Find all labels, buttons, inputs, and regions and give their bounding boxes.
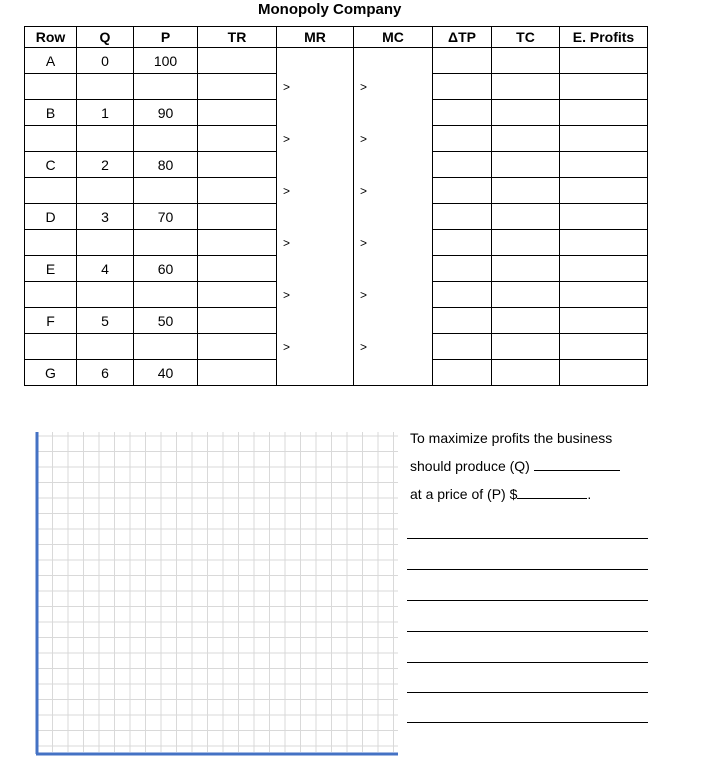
tr-cell[interactable] [198, 100, 277, 126]
table-row [25, 256, 648, 282]
tr-cell[interactable] [198, 308, 277, 334]
mr-cell[interactable] [277, 100, 354, 126]
blank-cell[interactable] [25, 230, 77, 256]
between-cell[interactable] [198, 74, 277, 100]
tc-cell[interactable] [492, 48, 560, 74]
tr-cell[interactable] [198, 152, 277, 178]
row-label-cell: B [25, 100, 77, 126]
mr-interval-mark[interactable]: > [277, 178, 354, 204]
mc-interval-mark[interactable]: > [354, 178, 433, 204]
between-row [25, 74, 648, 100]
between-cell[interactable] [433, 74, 492, 100]
mc-interval-mark[interactable]: > [354, 74, 433, 100]
writing-line[interactable] [407, 662, 648, 663]
delta-tp-cell[interactable] [433, 308, 492, 334]
between-row [25, 334, 648, 360]
tc-cell[interactable] [492, 152, 560, 178]
blank-cell[interactable] [25, 334, 77, 360]
q-answer-blank[interactable] [534, 456, 620, 471]
header-tr: TR [198, 27, 277, 48]
tr-cell[interactable] [198, 256, 277, 282]
blank-cell[interactable] [77, 74, 134, 100]
writing-line[interactable] [407, 600, 648, 601]
between-cell[interactable] [560, 334, 648, 360]
between-cell[interactable] [198, 126, 277, 152]
mr-interval-mark[interactable]: > [277, 74, 354, 100]
e-profits-cell[interactable] [560, 204, 648, 230]
writing-line[interactable] [407, 631, 648, 632]
answer-period: . [587, 486, 592, 502]
q-cell: 4 [77, 256, 134, 282]
table-row [25, 308, 648, 334]
header-e-profits: E. Profits [560, 27, 648, 48]
mc-interval-mark[interactable]: > [354, 334, 433, 360]
between-cell[interactable] [433, 126, 492, 152]
p-cell: 100 [134, 48, 198, 74]
q-cell: 2 [77, 152, 134, 178]
table-row [25, 100, 648, 126]
between-cell[interactable] [198, 230, 277, 256]
mr-cell[interactable] [277, 204, 354, 230]
answer-p-label: at a price of (P) $ [410, 486, 518, 502]
answer-q-label: should produce (Q) [410, 458, 530, 474]
e-profits-cell[interactable] [560, 48, 648, 74]
row-label-cell: A [25, 48, 77, 74]
mc-interval-mark[interactable]: > [354, 126, 433, 152]
between-cell[interactable] [492, 334, 560, 360]
mc-cell[interactable] [354, 100, 433, 126]
between-cell[interactable] [560, 74, 648, 100]
tc-cell[interactable] [492, 360, 560, 386]
header-row [25, 27, 648, 48]
p-cell: 70 [134, 204, 198, 230]
between-cell[interactable] [560, 178, 648, 204]
q-cell: 0 [77, 48, 134, 74]
p-cell: 50 [134, 308, 198, 334]
monopoly-table [24, 26, 648, 386]
q-cell: 1 [77, 100, 134, 126]
page-title: Monopoly Company [258, 1, 402, 18]
e-profits-cell[interactable] [560, 308, 648, 334]
answer-block [410, 424, 650, 508]
between-cell[interactable] [560, 282, 648, 308]
blank-cell[interactable] [77, 230, 134, 256]
mr-cell[interactable] [277, 152, 354, 178]
p-cell: 80 [134, 152, 198, 178]
between-cell[interactable] [433, 334, 492, 360]
tr-cell[interactable] [198, 204, 277, 230]
e-profits-cell[interactable] [560, 100, 648, 126]
delta-tp-cell[interactable] [433, 360, 492, 386]
delta-tp-cell[interactable] [433, 204, 492, 230]
tc-cell[interactable] [492, 308, 560, 334]
table-row [25, 152, 648, 178]
mr-interval-mark[interactable]: > [277, 282, 354, 308]
q-cell: 6 [77, 360, 134, 386]
mr-cell[interactable] [277, 308, 354, 334]
mr-cell[interactable] [277, 256, 354, 282]
mc-cell[interactable] [354, 152, 433, 178]
blank-cell[interactable] [134, 230, 198, 256]
header-tc: TC [492, 27, 560, 48]
p-answer-blank[interactable] [517, 484, 587, 499]
between-cell[interactable] [560, 230, 648, 256]
between-cell[interactable] [433, 282, 492, 308]
row-label-cell: C [25, 152, 77, 178]
blank-cell[interactable] [77, 334, 134, 360]
header-p: P [134, 27, 198, 48]
writing-line[interactable] [407, 538, 648, 539]
between-cell[interactable] [492, 282, 560, 308]
answer-line-2 [410, 452, 650, 480]
row-label-cell: E [25, 256, 77, 282]
answer-line-3 [410, 480, 650, 508]
e-profits-cell[interactable] [560, 360, 648, 386]
between-cell[interactable] [198, 282, 277, 308]
e-profits-cell[interactable] [560, 256, 648, 282]
blank-graph[interactable] [32, 432, 398, 756]
delta-tp-cell[interactable] [433, 256, 492, 282]
blank-cell[interactable] [25, 282, 77, 308]
header-mc: MC [354, 27, 433, 48]
blank-cell[interactable] [134, 126, 198, 152]
blank-cell[interactable] [77, 126, 134, 152]
between-row [25, 230, 648, 256]
header-mr: MR [277, 27, 354, 48]
between-row [25, 126, 648, 152]
row-label-cell: G [25, 360, 77, 386]
writing-line[interactable] [407, 692, 648, 693]
mc-cell[interactable] [354, 48, 433, 74]
between-cell[interactable] [492, 126, 560, 152]
table-row [25, 48, 648, 74]
mr-interval-mark[interactable]: > [277, 334, 354, 360]
between-cell[interactable] [433, 178, 492, 204]
blank-cell[interactable] [134, 282, 198, 308]
between-cell[interactable] [198, 334, 277, 360]
mc-cell[interactable] [354, 308, 433, 334]
e-profits-cell[interactable] [560, 152, 648, 178]
table-row [25, 360, 648, 386]
blank-cell[interactable] [134, 178, 198, 204]
blank-cell[interactable] [134, 74, 198, 100]
p-cell: 60 [134, 256, 198, 282]
q-cell: 3 [77, 204, 134, 230]
delta-tp-cell[interactable] [433, 152, 492, 178]
tc-cell[interactable] [492, 256, 560, 282]
blank-cell[interactable] [25, 74, 77, 100]
mr-cell[interactable] [277, 48, 354, 74]
tr-cell[interactable] [198, 48, 277, 74]
between-cell[interactable] [198, 178, 277, 204]
between-row [25, 178, 648, 204]
blank-cell[interactable] [25, 126, 77, 152]
row-label-cell: D [25, 204, 77, 230]
mc-cell[interactable] [354, 256, 433, 282]
q-cell: 5 [77, 308, 134, 334]
tc-cell[interactable] [492, 204, 560, 230]
answer-line-1: To maximize profits the business [410, 430, 613, 446]
between-cell[interactable] [492, 178, 560, 204]
header-q: Q [77, 27, 134, 48]
mc-cell[interactable] [354, 360, 433, 386]
p-cell: 40 [134, 360, 198, 386]
blank-cell[interactable] [77, 282, 134, 308]
mr-interval-mark[interactable]: > [277, 126, 354, 152]
delta-tp-cell[interactable] [433, 100, 492, 126]
between-cell[interactable] [433, 230, 492, 256]
header-row-label: Row [25, 27, 77, 48]
tc-cell[interactable] [492, 100, 560, 126]
blank-cell[interactable] [77, 178, 134, 204]
mc-interval-mark[interactable]: > [354, 230, 433, 256]
p-cell: 90 [134, 100, 198, 126]
between-cell[interactable] [560, 126, 648, 152]
between-cell[interactable] [492, 74, 560, 100]
mr-cell[interactable] [277, 360, 354, 386]
blank-cell[interactable] [25, 178, 77, 204]
row-label-cell: F [25, 308, 77, 334]
between-row [25, 282, 648, 308]
delta-tp-cell[interactable] [433, 48, 492, 74]
mc-cell[interactable] [354, 204, 433, 230]
mc-interval-mark[interactable]: > [354, 282, 433, 308]
mr-interval-mark[interactable]: > [277, 230, 354, 256]
blank-cell[interactable] [134, 334, 198, 360]
table-row [25, 204, 648, 230]
writing-line[interactable] [407, 569, 648, 570]
writing-line[interactable] [407, 722, 648, 723]
tr-cell[interactable] [198, 360, 277, 386]
between-cell[interactable] [492, 230, 560, 256]
header-delta-tp: ΔTP [433, 27, 492, 48]
